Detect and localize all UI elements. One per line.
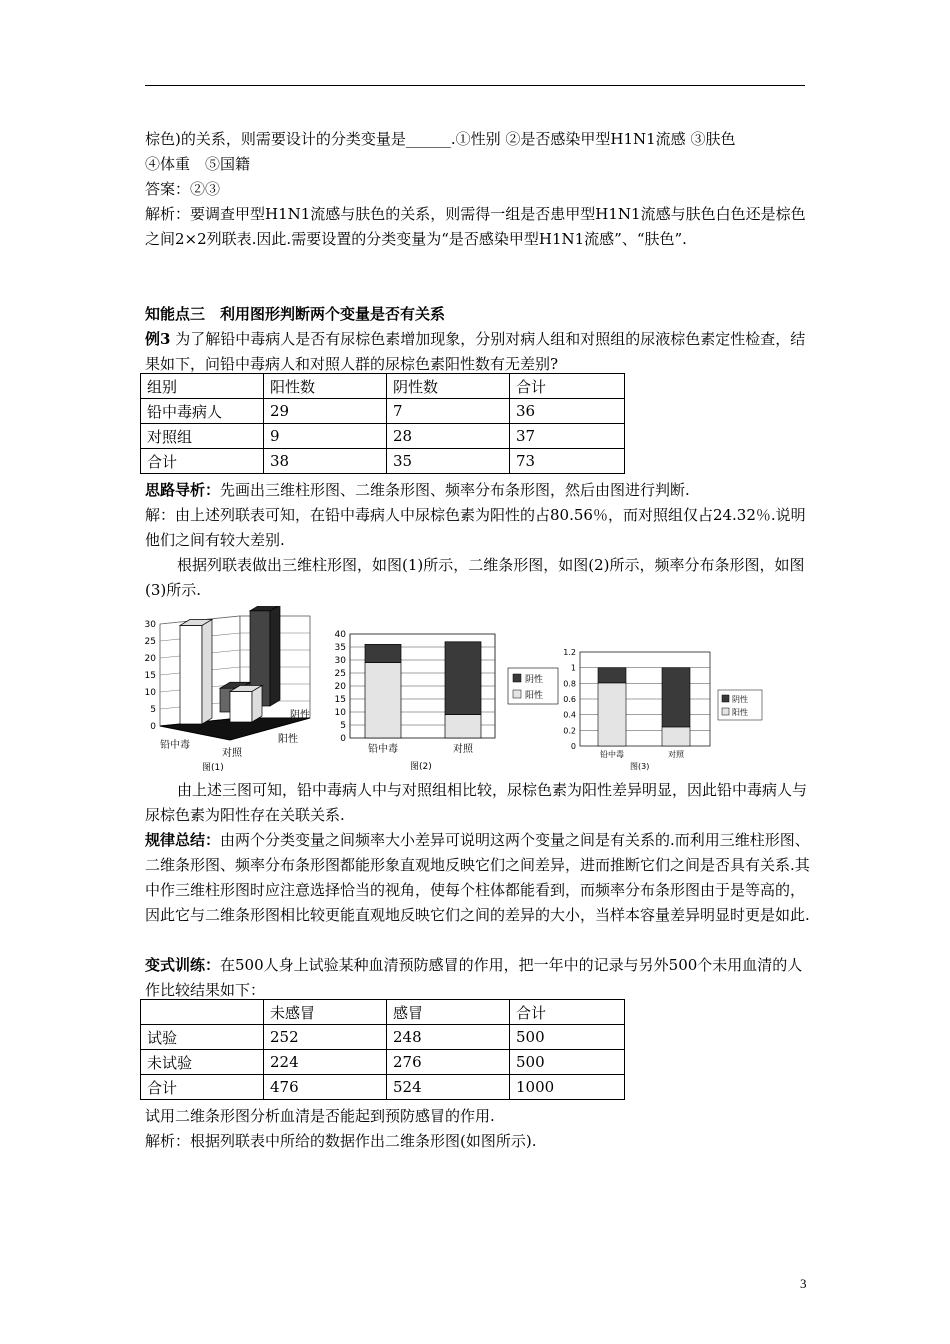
table-cell: 29 (264, 399, 387, 424)
legend-swatch-negative (722, 695, 729, 702)
legend-label: 阳性 (732, 708, 748, 717)
bar-positive (598, 683, 626, 746)
table-header-cell: 阴性数 (387, 374, 510, 399)
table-cell: 224 (264, 1050, 387, 1075)
chart-title: 图(3) (630, 762, 650, 771)
table-cell: 7 (387, 399, 510, 424)
bar-negative (662, 668, 690, 727)
table-row (141, 1050, 625, 1075)
y-tick-label: 0 (570, 742, 576, 751)
x-tick-label: 对照 (453, 744, 473, 755)
y-tick-label: 5 (150, 705, 156, 715)
y-tick-label: 20 (334, 682, 346, 692)
solution-text: 解：由上述列联表可知，在铅中毒病人中尿棕色素为阳性的占80.56％，而对照组仅占24.32％.说明他们之间有较大差别. (145, 506, 806, 549)
y-tick-label: 30 (334, 656, 346, 666)
table-cell: 试验 (141, 1025, 264, 1050)
intro-question (145, 127, 810, 177)
y-tick-label: 0.8 (563, 679, 576, 689)
bar-positive (365, 663, 401, 738)
table-cell: 36 (510, 399, 625, 424)
table-cell: 500 (510, 1025, 625, 1050)
intro-answer: 答案：②③ (145, 180, 221, 198)
legend-swatch-positive (722, 708, 729, 715)
x-tick-label: 对照 (668, 750, 684, 759)
y-tick-label: 15 (334, 695, 346, 705)
table-row (141, 449, 625, 474)
table-cell: 276 (387, 1050, 510, 1075)
chart-title: 图(2) (410, 762, 432, 772)
variant-label: 变式训练： (145, 956, 221, 974)
table-header-cell: 阳性数 (264, 374, 387, 399)
table-cell: 对照组 (141, 424, 264, 449)
example-label: 例3 (145, 330, 171, 348)
according-text: 根据列联表做出三维柱形图，如图(1)所示，二维条形图，如图(2)所示，频率分布条形图，如图(3)所示. (145, 556, 805, 599)
bar-positive (662, 727, 690, 746)
bar-negative (365, 644, 401, 662)
bar-negative (598, 668, 626, 683)
z-label-negative: 阴性 (290, 710, 310, 721)
table-cell: 248 (387, 1025, 510, 1050)
table-header-row (141, 374, 625, 399)
table-cell: 未试验 (141, 1050, 264, 1075)
summary-label: 规律总结： (145, 831, 221, 849)
table-row (141, 424, 625, 449)
thinking-guide (145, 478, 810, 503)
chart-2d-bar (335, 630, 558, 772)
table-cell: 38 (264, 449, 387, 474)
table-row (141, 1025, 625, 1050)
table-lead-poisoning (140, 373, 625, 474)
table-row (141, 399, 625, 424)
table-header-cell (141, 1000, 264, 1025)
charts-figure (140, 606, 820, 774)
table-cell: 476 (264, 1075, 387, 1100)
try-text: 试用二维条形图分析血清是否能起到预防感冒的作用. (145, 1107, 495, 1125)
example-3 (145, 327, 810, 377)
y-tick-label: 40 (334, 630, 346, 640)
table-cell: 28 (387, 424, 510, 449)
summary-text: 由两个分类变量之间频率大小差异可说明这两个变量之间是有关系的.而利用三维柱形图、二维条形图、频率分布条形图都能形象直观地反映它们之间差异，进而推断它们之间是否具有关系.其中作三维柱形图时应注意选择恰当的视角，使每个柱体都能看到，而频率分布条形图由于是等高的，因此它与二维条形图相比较更能直观地反映它们之间的差异的大小，当样本容量差异明显时更是如此. (145, 831, 810, 924)
thinking-text: 先画出三维柱形图、二维条形图、频率分布条形图，然后由图进行判断. (220, 481, 690, 499)
final-analysis: 解析：根据列联表中所给的数据作出二维条形图(如图所示). (145, 1132, 537, 1150)
y-tick-label: 20 (144, 654, 156, 664)
table-cell: 35 (387, 449, 510, 474)
bar-positive-lead-side (202, 619, 212, 724)
example-text: 为了解铅中毒病人是否有尿棕色素增加现象，分别对病人组和对照组的尿液棕色素定性检查，结果如下，问铅中毒病人和对照人群的尿棕色素阳性数有无差别? (145, 330, 806, 373)
chart-3d-column (145, 606, 310, 773)
y-tick-label: 0.2 (563, 726, 576, 736)
y-tick-label: 30 (144, 620, 156, 630)
legend-label: 阳性 (525, 691, 544, 701)
y-tick-label: 25 (144, 637, 156, 647)
y-tick-label: 10 (334, 708, 346, 718)
intro-line-1: 棕色)的关系，则需要设计的分类变量是______.①性别 ②是否感染甲型H1N1流感 ③肤色 (145, 130, 736, 148)
table-header-cell: 合计 (510, 1000, 625, 1025)
table-serum-trial (140, 999, 625, 1100)
legend-swatch-positive (513, 690, 521, 698)
table-cell: 9 (264, 424, 387, 449)
table-cell: 524 (387, 1075, 510, 1100)
table-cell: 252 (264, 1025, 387, 1050)
y-tick-label: 25 (334, 669, 346, 679)
table-header-cell: 合计 (510, 374, 625, 399)
legend-swatch-negative (513, 674, 521, 682)
bar-positive-control (230, 691, 252, 722)
x-tick-label: 铅中毒 (600, 750, 624, 759)
section-title: 知能点三 利用图形判断两个变量是否有关系 (145, 305, 446, 323)
y-tick-label: 35 (334, 643, 346, 653)
y-tick-label: 15 (144, 671, 156, 681)
y-tick-label: 0.6 (563, 695, 576, 704)
intro-analysis: 解析：要调查甲型H1N1流感与肤色的关系，则需得一组是否患甲型H1N1流感与肤色白色还是棕色之间2×2列联表.因此.需要设置的分类变量为“是否感染甲型H1N1流感”、“肤色”. (145, 205, 806, 248)
table-header-cell: 未感冒 (264, 1000, 387, 1025)
bar-positive-lead (180, 625, 202, 724)
legend-label: 阴性 (732, 695, 748, 704)
y-tick-label: 10 (144, 688, 156, 698)
y-tick-label: 1 (570, 663, 576, 673)
variant-training (145, 953, 810, 1003)
table-cell: 73 (510, 449, 625, 474)
z-label-positive: 阳性 (278, 734, 298, 745)
table-cell: 1000 (510, 1075, 625, 1100)
thinking-label: 思路导析： (145, 481, 221, 499)
table-cell: 37 (510, 424, 625, 449)
summary (145, 828, 810, 928)
chart-frequency-bar (563, 648, 762, 771)
legend-label: 阴性 (525, 675, 544, 685)
table-header-cell: 组别 (141, 374, 264, 399)
bar-negative-control-side (270, 606, 280, 706)
x-tick-label: 铅中毒 (368, 744, 398, 755)
y-tick-label: 0 (150, 722, 156, 732)
variant-text: 在500人身上试验某种血清预防感冒的作用，把一年中的记录与另外500个未用血清的人作比较结果如下： (145, 956, 803, 999)
x-label-control: 对照 (222, 748, 242, 759)
table-header-row (141, 1000, 625, 1025)
table-header-cell: 感冒 (387, 1000, 510, 1025)
y-tick-label: 1.2 (563, 648, 576, 657)
page-number: 3 (800, 1276, 807, 1291)
table-cell: 铅中毒病人 (141, 399, 264, 424)
x-label-lead: 铅中毒 (160, 740, 190, 751)
chart-title: 图(1) (202, 763, 224, 773)
bar-negative (445, 642, 481, 715)
intro-line-2: ④体重 ⑤国籍 (145, 155, 251, 173)
conclusion-text: 由上述三图可知，铅中毒病人中与对照组相比较，尿棕色素为阳性差异明显，因此铅中毒病人与尿棕色素为阳性存在关联关系. (145, 781, 808, 824)
table-row (141, 1075, 625, 1100)
table-cell: 500 (510, 1050, 625, 1075)
y-tick-label: 0 (340, 734, 346, 744)
y-tick-label: 5 (340, 721, 346, 731)
bar-positive (445, 715, 481, 738)
y-tick-label: 0.4 (563, 710, 576, 720)
table-cell: 合计 (141, 1075, 264, 1100)
table-cell: 合计 (141, 449, 264, 474)
header-rule (145, 85, 805, 86)
